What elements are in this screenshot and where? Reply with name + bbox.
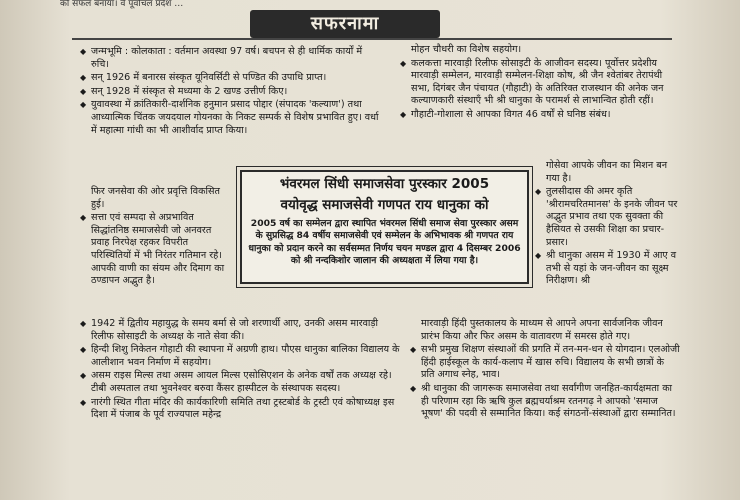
list-item: ◆ कलकत्ता मारवाड़ी रिलीफ सोसाइटी के आजीवन सदस्य। पूर्वोत्तर प्रदेशीय मारवाड़ी सम्मेलन, मारवाड़ी सम्मेलन-शिक्षा कोष, श्री जैन श्वेतांबर तेरापंथी सभा, दिगंबर जैन पंचायत (गौहाटी) के अतिरिक्त राजस्थान की अनेक जन कल्याणकारी संस्थाएँ भी श्री धानुका के परामर्श से लाभान्वित होती रहीं। bbox=[400, 57, 664, 107]
bullet-icon: ◆ bbox=[400, 58, 407, 68]
bullet-icon: ◆ bbox=[80, 86, 87, 96]
bullet-icon: ◆ bbox=[410, 383, 417, 393]
bullet-icon: ◆ bbox=[80, 73, 87, 83]
left-column bbox=[80, 46, 380, 138]
section-banner bbox=[250, 10, 440, 38]
right-mid-column bbox=[535, 160, 680, 289]
award-body: 2005 वर्ष का सम्मेलन द्वारा स्थापित भंवरमल सिंधी समाज सेवा पुरस्कार असम के सुप्रसिद्ध 84 वर्षीय समाजसेवी एवं सम्मेलन के अभिभावक श्री गणपत राय धानुका को प्रदान करने का सर्वसम्मत निर्णय चयन मण्डल द्वारा 4 दिसम्बर 2006 को श्री नन्दकिशोर जालान की अध्यक्षता में लिया गया है। bbox=[248, 218, 521, 267]
bullet-icon: ◆ bbox=[80, 319, 87, 328]
right-column bbox=[400, 44, 680, 123]
bottom-right-column bbox=[410, 318, 680, 422]
list-item: मारवाड़ी हिंदी पुस्तकालय के माध्यम से आपने अपना सार्वजनिक जीवन प्रारंभ किया और फिर असम के वातावरण में समरस होते गए। bbox=[421, 318, 663, 342]
award-title-line1: भंवरमल सिंधी समाजसेवा पुरस्कार 2005 bbox=[279, 176, 490, 192]
list-item: ◆ सत्ता एवं सम्पदा से अप्रभावित सिद्धांतनिष्ठ समाजसेवी जो अनवरत प्रवाह निरपेक्ष रहकर विपरीत परिस्थितियों में भी निरंतर गतिमान रहे। आपकी वाणी का संयम और दिमाग का ठण्डापन अद्भुत है। bbox=[80, 212, 225, 287]
list-item: ◆ श्री धानुका की जागरूक समाजसेवा तथा सर्वांगीण जनहित-कार्यक्षमता का ही परिणाम रहा कि ऋषि कुल ब्रह्मचर्याश्रम रतनगढ़ ने आपको 'समाज भूषण' की पदवी से सम्मानित किया। कई संगठनों-संस्थाओं द्वारा सम्मानित। bbox=[410, 382, 676, 420]
list-item: ◆ असम राइस मिल्स तथा असम आयल मिल्स एसोसिएशन के अनेक वर्षों तक अध्यक्ष रहे। टीबी अस्पताल तथा भुवनेश्वर बरुवा कैंसर हास्पीटल के संस्थापक सदस्य। bbox=[80, 370, 392, 394]
top-snippet: को सफल बनाया। वे पूर्वांचल प्रदेश … bbox=[60, 0, 184, 9]
list-item: ◆ श्री धानुका असम में 1930 में आए व तभी से यहां के जन-जीवन का सूक्ष्म निरीक्षण। श्री bbox=[535, 250, 677, 287]
award-box bbox=[240, 170, 529, 284]
list-item: ◆ युवावस्था में क्रांतिकारी-दार्शनिक हनुमान प्रसाद पोद्दार (संपादक 'कल्याण') तथा आध्यात्मिक चिंतक जयदयाल गोयनका के निकट सम्पर्क से विशेष प्रभावित हुए। वर्धा में महात्मा गांधी का भी आशीर्वाद प्राप्त किया। bbox=[80, 99, 379, 136]
bullet-icon: ◆ bbox=[535, 251, 542, 261]
award-title-line2: वयोवृद्ध समाजसेवी गणपत राय धानुका को bbox=[280, 197, 489, 213]
list-item: ◆ सन् 1926 में बनारस संस्कृत यूनिवर्सिटी से पण्डित की उपाधि प्राप्त। bbox=[80, 72, 327, 84]
bullet-icon: ◆ bbox=[80, 397, 87, 407]
list-item: ◆ हिन्दी शिशु निकेतन गोहाटी की स्थापना में अग्रणी हाथ। पौएस धानुका बालिका विद्यालय के आलीशान भवन निर्माण में सहयोग। bbox=[80, 344, 400, 368]
banner-title: सफरनामा bbox=[310, 13, 380, 34]
bullet-icon: ◆ bbox=[535, 187, 542, 197]
list-item: ◆ नारंगी स्थित गीता मंदिर की कार्यकारिणी समिति तथा ट्रस्टबोर्ड के ट्रस्टी एवं कोषाध्यक्ष इस दिशा में पंजाब के पूर्व राज्यपाल महेन्द्र bbox=[80, 396, 395, 421]
bullet-icon: ◆ bbox=[410, 345, 417, 355]
bullet-icon: ◆ bbox=[400, 109, 407, 119]
list-item: ◆ तुलसीदास की अमर कृति 'श्रीरामचरितमानस' के इनके जीवन पर अद्भुत प्रभाव तथा एक सुवक्ता की हैसियत से उसकी शिक्षा का प्रचार-प्रसार। bbox=[535, 186, 678, 248]
bullet-icon: ◆ bbox=[80, 345, 87, 355]
left-mid-column bbox=[80, 186, 230, 289]
list-item: ◆ सन् 1928 में संस्कृत से मध्यमा के 2 खण्ड उत्तीर्ण किए। bbox=[80, 85, 288, 97]
bullet-icon: ◆ bbox=[80, 213, 87, 223]
list-item: मोहन चौधरी का विशेष सहयोग। bbox=[411, 44, 522, 55]
bullet-icon: ◆ bbox=[80, 47, 87, 56]
bullet-icon: ◆ bbox=[80, 100, 87, 110]
list-item: ◆ 1942 में द्वितीय महायुद्ध के समय बर्मा से जो शरणार्थी आए, उनकी असम मारवाड़ी रिलीफ सोसाइटी के अध्यक्ष के नाते सेवा की। bbox=[80, 318, 379, 342]
bullet-icon: ◆ bbox=[80, 371, 87, 381]
bottom-left-column bbox=[80, 318, 400, 423]
list-item: गोसेवा आपके जीवन का मिशन बन गया है। bbox=[546, 160, 668, 184]
list-item: ◆ जन्मभूमि : कोलकाता : वर्तमान अवस्था 97 वर्ष। बचपन से ही धार्मिक कार्यों में रुचि। bbox=[80, 46, 363, 70]
list-item: ◆ गौहाटी-गोशाला से आपका विगत 46 वर्षों से घनिष्ठ संबंध। bbox=[400, 108, 611, 120]
header-rule bbox=[72, 38, 672, 40]
list-item: ◆ सभी प्रमुख शिक्षण संस्थाओं की प्रगति में तन-मन-धन से योगदान। एलओजी हिंदी हाईस्कूल के कार्य-कलाप में खास रुचि। विद्यालय के सभी छात्रों के प्रति अगाध स्नेह, भाव। bbox=[410, 344, 680, 381]
list-item: फिर जनसेवा की ओर प्रवृत्ति विकसित हुई। bbox=[91, 186, 220, 210]
